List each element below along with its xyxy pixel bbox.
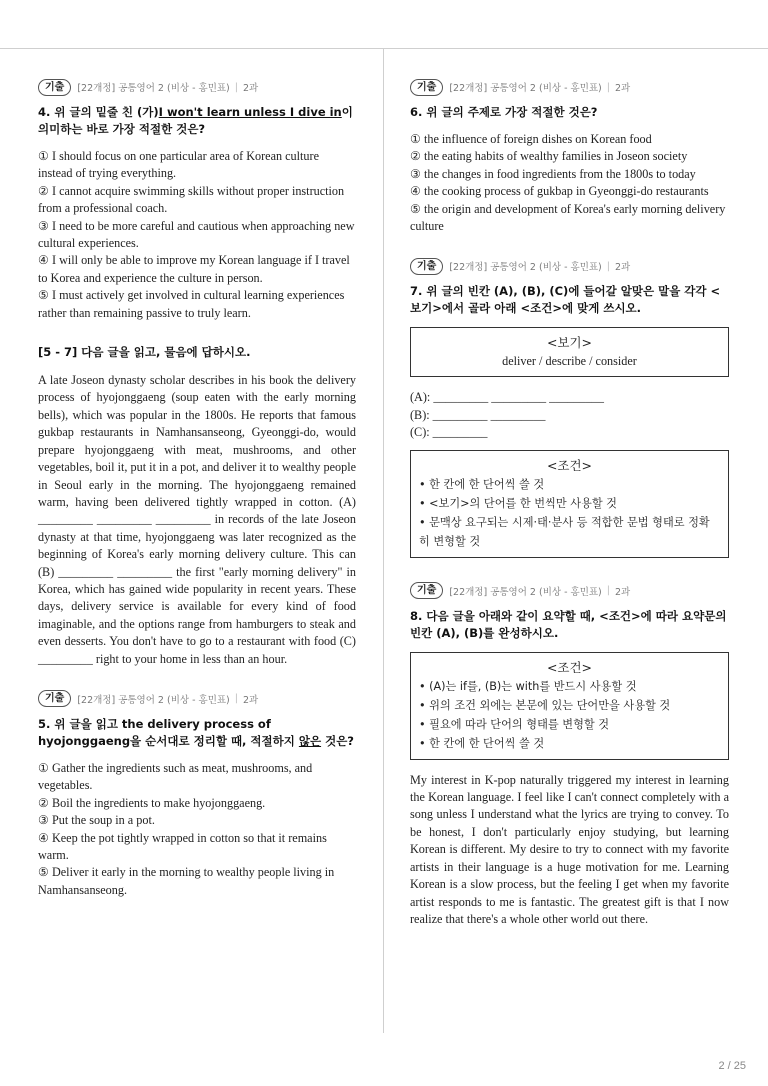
source-label: [22개정] 공통영어 2 (비상 - 홍민표) [77,694,230,706]
condition-item: • 위의 조건 외에는 본문에 있는 단어만을 사용할 것 [419,698,671,712]
bogi-words: deliver / describe / consider [502,354,637,369]
condition-item: • 문맥상 요구되는 시제·태·분사 등 적합한 문법 형태로 정확히 변형할 것 [419,515,710,548]
source-row [410,78,729,96]
bogi-header: <보기> [546,335,593,351]
exam-tag: 기출 [38,79,71,96]
separator: | [606,260,610,272]
q6-title: 6. 위 글의 주제로 가장 적절한 것은? [410,105,598,119]
q6-option: ③ the changes in food ingredients from the 1800s to today [410,166,696,181]
q5-underlined: 않은 [298,733,322,748]
source-row [38,690,356,708]
exam-tag: 기출 [410,258,443,275]
q6-option: ② the eating habits of wealthy families in Joseon society [410,149,688,164]
condition-item: • <보기>의 단어를 한 번씩만 사용할 것 [419,496,617,510]
source-label: [22개정] 공통영어 2 (비상 - 홍민표) [449,83,602,94]
right-column [410,78,729,928]
q6-option: ④ the cooking process of gukbap in Gyeonggi-do restaurants [410,184,709,199]
lesson-label: 2과 [242,83,259,94]
separator: | [606,585,610,597]
condition-item: • (A)는 if를, (B)는 with를 반드시 사용할 것 [419,679,637,693]
lesson-label: 2과 [614,83,631,94]
separator: | [234,693,238,705]
bogi-box [410,327,729,377]
reading-passage: My interest in K-pop naturally triggered my interest in learning the Korean language. I feel like I can't connect completely with a song unless I understand what the lyrics are trying to convey. To be honest, I don't particularly enjoy studying, but learning Korean is different. My desire to try to connect with my favorite artists in their language is a huge motivation for me. Learning Korean is a slow process, but the feeling I get when my favorite artist responds to me is fantastic. The greatest gift is that I now realize that there's a whole other world out there. [410,772,729,926]
group-title: [5 - 7] 다음 글을 읽고, 물음에 답하시오. [38,345,251,360]
condition-header: <조건> [546,457,593,473]
q6-option: ⑤ the origin and development of Korea's early morning delivery culture [410,201,726,234]
condition-box [410,652,729,760]
lesson-label: 2과 [242,694,259,706]
q5-title: 5. 위 글을 읽고 the delivery process of hyojonggaeng을 순서대로 정리할 때, 적절하지 않은 것은? [38,716,354,748]
source-label: [22개정] 공통영어 2 (비상 - 홍민표) [449,262,602,274]
lesson-label: 2과 [614,262,631,274]
left-column [38,78,356,899]
source-label: [22개정] 공통영어 2 (비상 - 홍민표) [77,83,230,94]
q5-option: ② Boil the ingredients to make hyojonggaeng. [38,795,266,810]
condition-box [410,450,729,558]
source-row [38,78,356,96]
exam-tag: 기출 [410,79,443,96]
source-row [410,582,729,600]
source-row [410,257,729,275]
column-divider [383,48,384,1033]
condition-item: • 한 칸에 한 단어씩 쓸 것 [419,736,545,750]
q5-option: ① Gather the ingredients such as meat, mushrooms, and vegetables. [38,760,313,793]
q4-option: ① I should focus on one particular area of Korean culture instead of trying everything. [38,149,319,181]
q5-option: ⑤ Deliver it early in the morning to wealthy people living in Namhansanseong. [38,865,335,897]
q5-option: ④ Keep the pot tightly wrapped in cotton so that it remains warm. [38,830,327,862]
answer-blank-a: (A): _________ _________ _________ [410,390,604,405]
lesson-label: 2과 [614,586,631,598]
q4-option: ④ I will only be able to improve my Korean language if I travel to Korea and experience the culture in person. [38,253,350,285]
source-label: [22개정] 공통영어 2 (비상 - 홍민표) [449,586,602,598]
q8-title: 8. 다음 글을 아래와 같이 요약할 때, <조건>에 따라 요약문의 빈칸 (A), (B)를 완성하시오. [410,608,727,640]
answer-blank-c: (C): _________ [410,425,488,440]
top-rule [0,48,768,49]
exam-tag: 기출 [38,690,71,707]
q4-underlined: I won't learn unless I dive in [158,105,342,119]
q4-title: 4. 위 글의 밑줄 친 (가)I won't learn unless I dive in이 의미하는 바로 가장 적절한 것은? [38,105,353,136]
condition-header: <조건> [546,659,593,675]
q7-title: 7. 위 글의 빈칸 (A), (B), (C)에 들어갈 알맞은 말을 각각 <보기>에서 골라 아래 <조건>에 맞게 쓰시오. [410,284,721,316]
condition-item: • 한 칸에 한 단어씩 쓸 것 [419,477,545,491]
condition-item: • 필요에 따라 단어의 형태를 변형할 것 [419,717,610,731]
q4-option: ② I cannot acquire swimming skills without proper instruction from a professional coach. [38,183,345,216]
q4-option: ⑤ I must actively get involved in cultural learning experiences rather than remaining passive to truly learn. [38,288,345,320]
answer-blank-b: (B): _________ _________ [410,407,546,422]
page-number: 2 / 25 [718,1060,746,1072]
reading-passage: A late Joseon dynasty scholar describes in his book the delivery process of hyojonggaeng (soup eaten with the early morning bells), which was popular in the 1800s. He reports that famous gukbap restaurants in Namhansanseong, Gyeonggi-do, would prepare hyojonggaeng with meat, mushrooms, and other vegetables, boil it, put it in a pot, and deliver it to wealthy people in Seoul early in the morning. The hyojonggaeng remained warm, having been delivered tightly wrapped in cotton. (A) _________ _________ _________ in records of the late Joseon dynasty at that time, hyojonggaeng was later recognized as the beginning of Korea's early morning delivery culture. This can (B) _________ _________ the first "early morning delivery" in Korea, which has gained wide popularity in recent years. These days, delivery service is available for every kind of food imaginable, and the options range from hamburgers to steak and even desserts. You don't have to go to a restaurant with food (C) _________ right to your home in less than an hour. [38,373,356,666]
q4-option: ③ I need to be more careful and cautious when approaching new cultural experiences. [38,218,355,251]
separator: | [234,81,238,93]
separator: | [606,81,610,93]
q6-option: ① the influence of foreign dishes on Korean food [410,132,652,146]
exam-tag: 기출 [410,582,443,599]
q5-option: ③ Put the soup in a pot. [38,813,155,828]
